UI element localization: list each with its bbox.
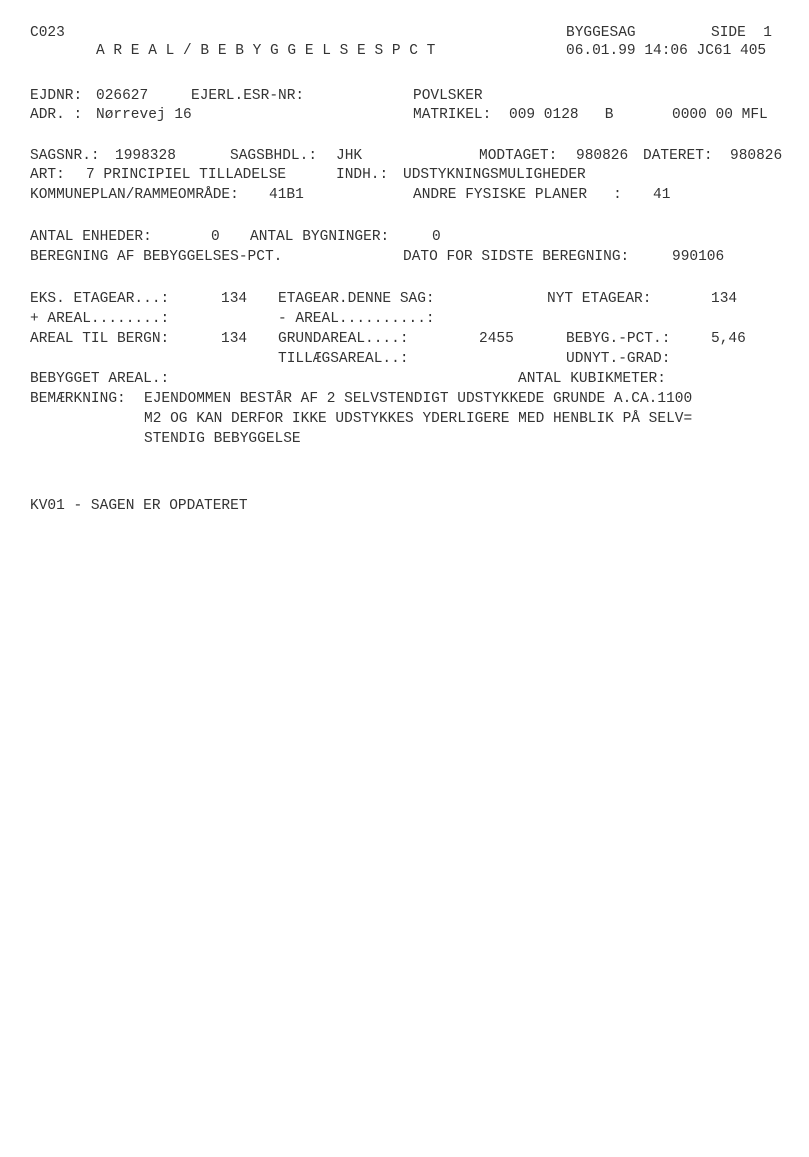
address-field[interactable]: Nørrevej 16 (96, 107, 192, 123)
andre-planer-field[interactable]: 41 (653, 187, 671, 203)
kubikmeter-label: ANTAL KUBIKMETER: (518, 371, 666, 387)
dato-field[interactable]: 990106 (672, 249, 725, 265)
areal-til-bergn-field[interactable]: 134 (221, 331, 248, 347)
tillaegsareal-label: TILLÆGSAREAL..: (278, 351, 409, 367)
nyt-etagear-label: NYT ETAGEAR: (547, 291, 652, 307)
eks-etagear-label: EKS. ETAGEAR...: (30, 291, 170, 307)
beregning-heading: BEREGNING AF BEBYGGELSES-PCT. (30, 249, 283, 265)
bygninger-label: ANTAL BYGNINGER: (250, 229, 390, 245)
art-label: ART: (30, 167, 65, 183)
status-message: KV01 - SAGEN ER OPDATERET (30, 498, 248, 514)
grundareal-label: GRUNDAREAL....: (278, 331, 409, 347)
dateret-field[interactable]: 980826 (730, 148, 783, 164)
ejerlav-value: POVLSKER (413, 88, 483, 104)
ejdnr-field[interactable]: 026627 (96, 88, 149, 104)
bebyg-pct-field[interactable]: 5,46 (711, 331, 746, 347)
nyt-etagear-field[interactable]: 134 (711, 291, 738, 307)
page-title: A R E A L / B E B Y G G E L S E S P C T (96, 43, 436, 59)
bygninger-field[interactable]: 0 (432, 229, 441, 245)
ejdnr-label: EJDNR: (30, 88, 83, 104)
sagsnr-label: SAGSNR.: (30, 148, 100, 164)
andre-planer-label: ANDRE FYSISKE PLANER : (413, 187, 622, 203)
sagsnr-field[interactable]: 1998328 (115, 148, 176, 164)
remark-line-3[interactable]: STENDIG BEBYGGELSE (144, 431, 301, 447)
remark-line-1[interactable]: EJENDOMMEN BESTÅR AF 2 SELVSTENDIGT UDSTYKKEDE GRUNDE A.CA.1100 (144, 391, 693, 407)
enheder-label: ANTAL ENHEDER: (30, 229, 152, 245)
art-field[interactable]: 7 PRINCIPIEL TILLADELSE (86, 167, 287, 183)
dato-label: DATO FOR SIDSTE BEREGNING: (403, 249, 630, 265)
matrikel-label: MATRIKEL: (413, 107, 492, 123)
esr-label: EJERL.ESR-NR: (191, 88, 305, 104)
sagsbhdl-field[interactable]: JHK (336, 148, 363, 164)
system-name: BYGGESAG (566, 25, 636, 41)
sagsbhdl-label: SAGSBHDL.: (230, 148, 318, 164)
dateret-label: DATERET: (643, 148, 713, 164)
modtaget-field[interactable]: 980826 (576, 148, 629, 164)
matrikel-extra: 0000 00 MFL (672, 107, 768, 123)
modtaget-label: MODTAGET: (479, 148, 558, 164)
bebygget-areal-label: BEBYGGET AREAL.: (30, 371, 170, 387)
matrikel-field[interactable]: 009 0128 B (509, 107, 614, 123)
udnyt-grad-label: UDNYT.-GRAD: (566, 351, 671, 367)
adr-label: ADR. : (30, 107, 83, 123)
indh-field[interactable]: UDSTYKNINGSMULIGHEDER (403, 167, 586, 183)
enheder-field[interactable]: 0 (211, 229, 220, 245)
remark-line-2[interactable]: M2 OG KAN DERFOR IKKE UDSTYKKES YDERLIGERE MED HENBLIK PÅ SELV= (144, 411, 693, 427)
kommuneplan-field[interactable]: 41B1 (269, 187, 304, 203)
bebyg-pct-label: BEBYG.-PCT.: (566, 331, 671, 347)
remark-label: BEMÆRKNING: (30, 391, 126, 407)
screen-code: C023 (30, 25, 65, 41)
etagear-denne-label: ETAGEAR.DENNE SAG: (278, 291, 435, 307)
kommuneplan-label: KOMMUNEPLAN/RAMMEOMRÅDE: (30, 187, 239, 203)
eks-etagear-field[interactable]: 134 (221, 291, 248, 307)
page-indicator: SIDE 1 (711, 25, 772, 41)
indh-label: INDH.: (336, 167, 389, 183)
minus-areal-label: - AREAL..........: (278, 311, 435, 327)
areal-til-bergn-label: AREAL TIL BERGN: (30, 331, 170, 347)
grundareal-field[interactable]: 2455 (479, 331, 514, 347)
plus-areal-label: + AREAL........: (30, 311, 170, 327)
datetime-job: 06.01.99 14:06 JC61 405 (566, 43, 767, 59)
